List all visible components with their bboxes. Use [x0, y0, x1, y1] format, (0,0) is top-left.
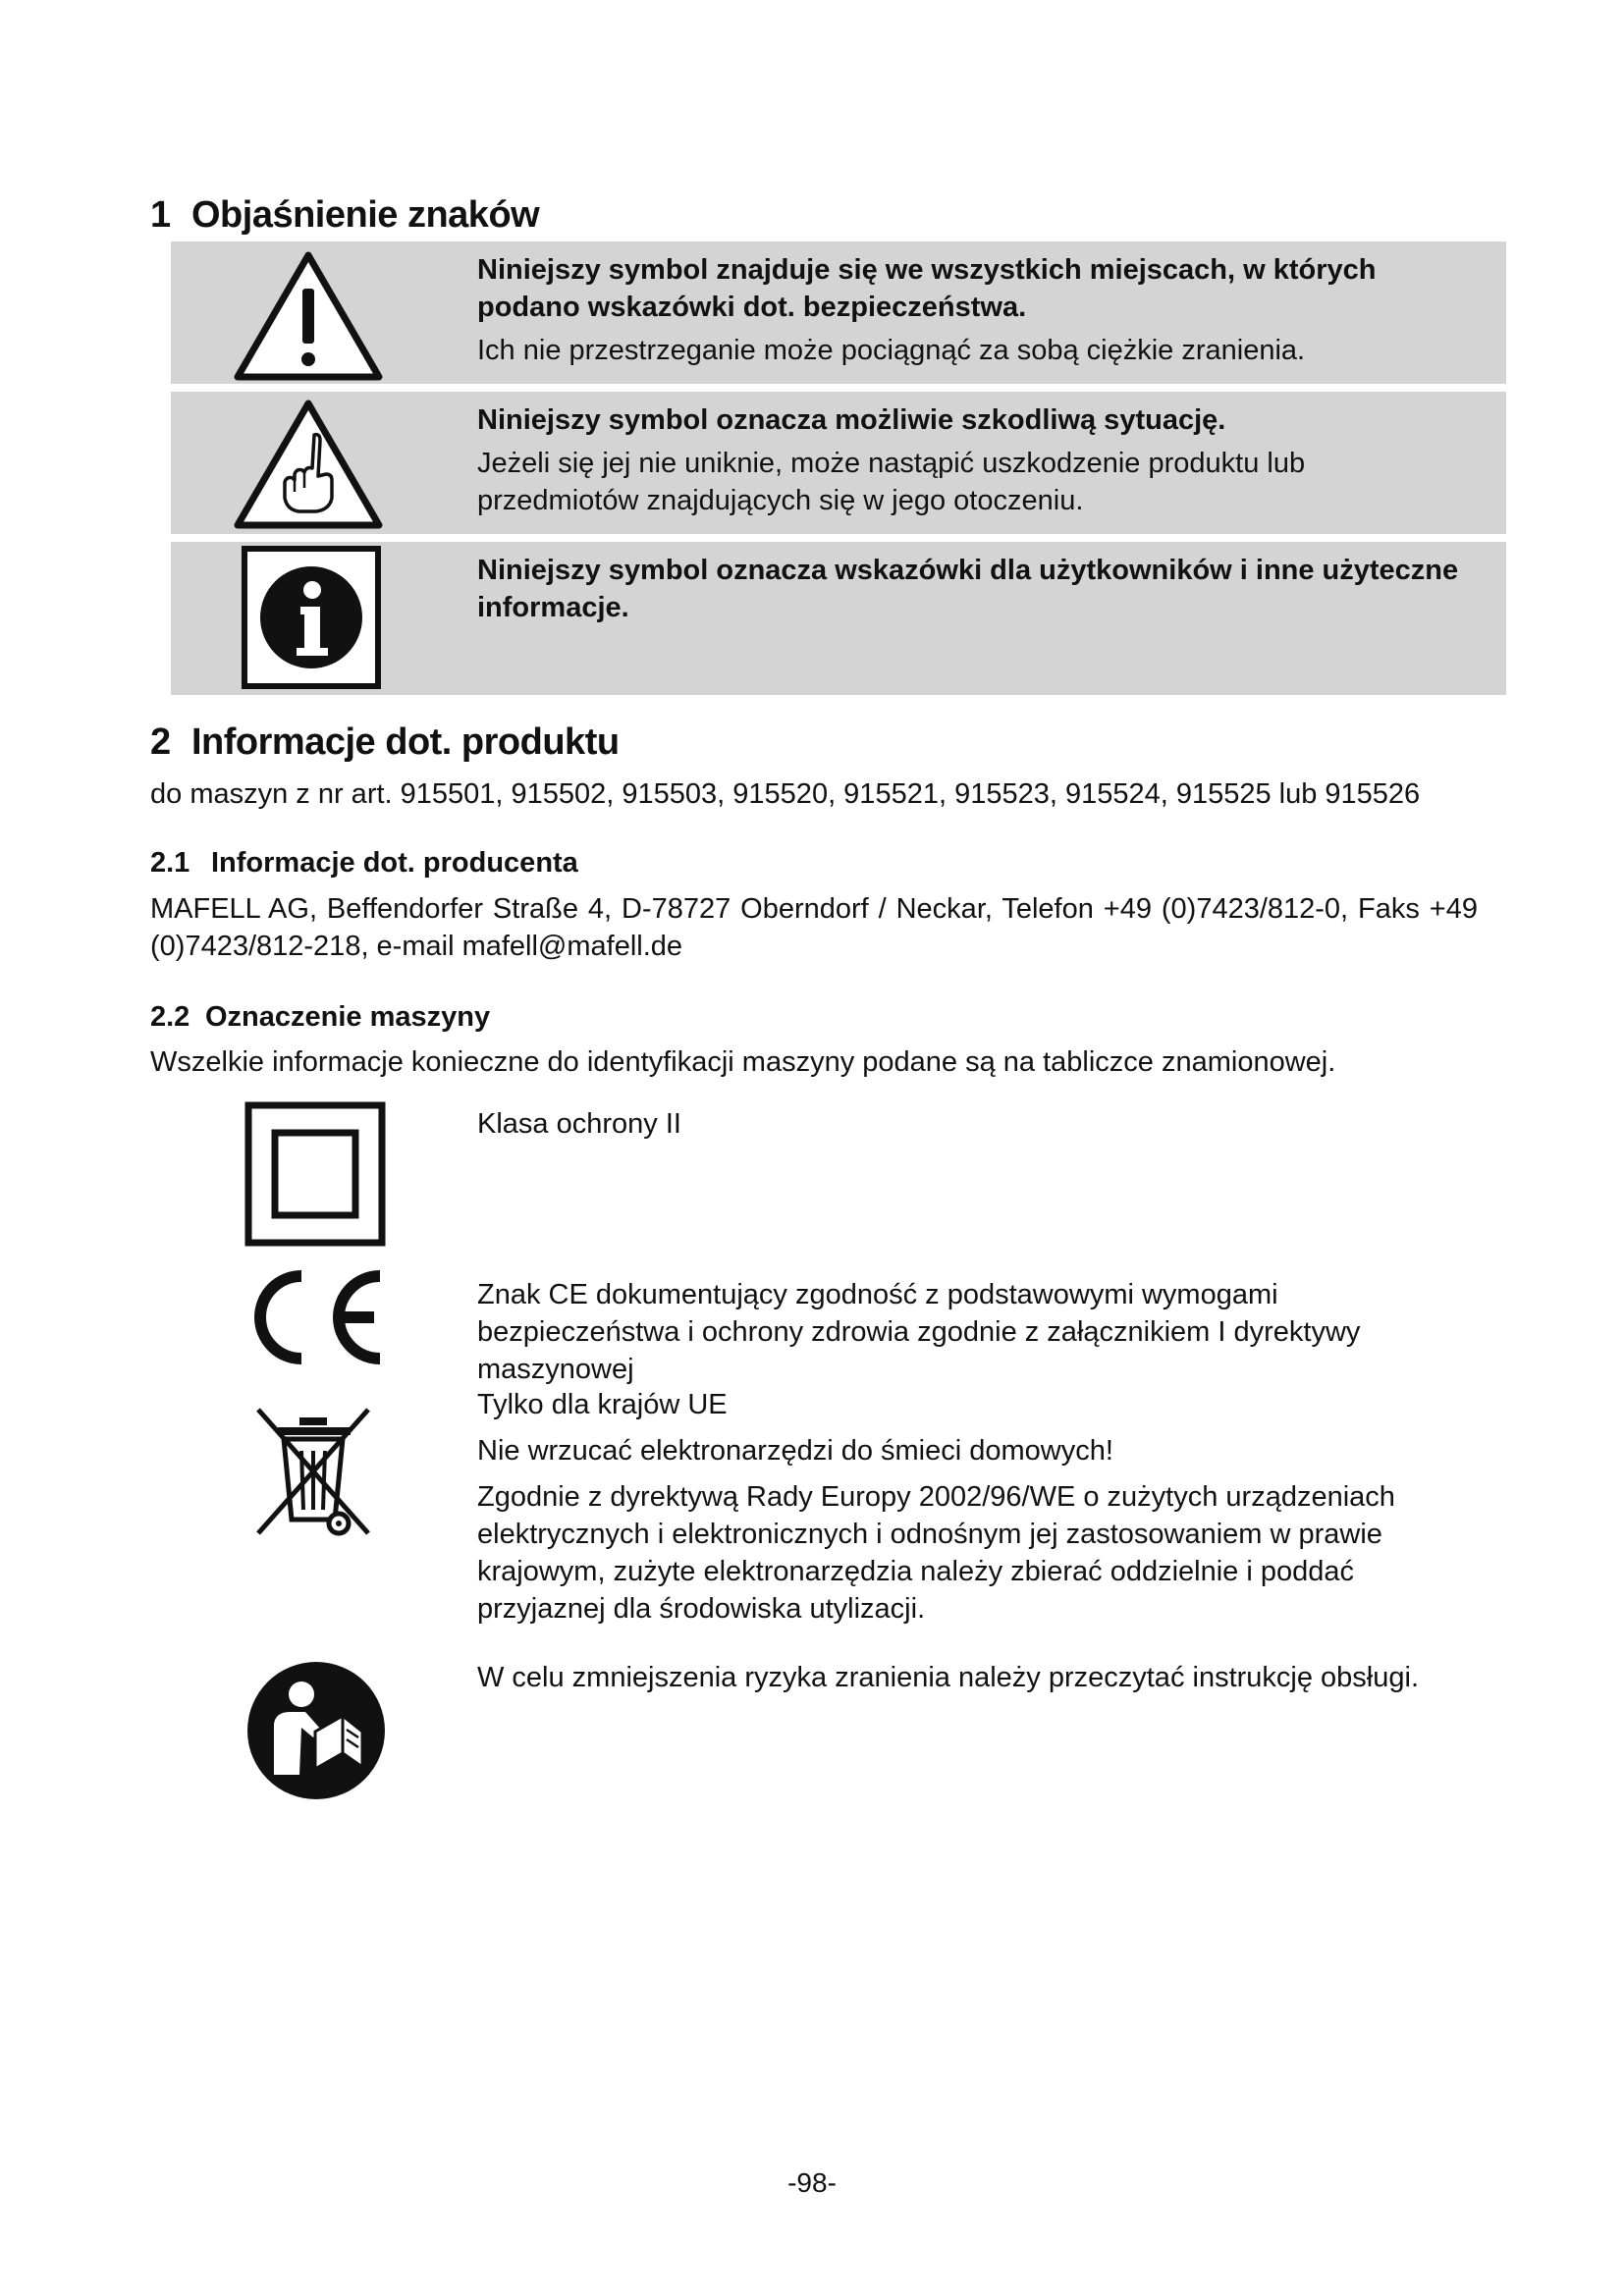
- symbol-bold-text: Niniejszy symbol oznacza wskazówki dla użytkowników i inne użyteczne informacje.: [477, 555, 1459, 623]
- section-number: 2: [150, 721, 171, 763]
- crossed-bin-icon: [244, 1396, 382, 1543]
- symbol-normal-text: Jeżeli się jej nie uniknie, może nastąpić uszkodzenie produktu lub przedmiotów znajdujących się w jego otoczeniu.: [477, 448, 1306, 516]
- mark-row-ce: [150, 1264, 1478, 1385]
- symbol-bold-text: Niniejszy symbol znajduje się we wszystkich miejscach, w których podano wskazówki dot. bezpieczeństwa.: [477, 254, 1377, 323]
- section-title: Informacje dot. produktu: [191, 721, 620, 763]
- subsection-number: 2.1: [150, 847, 190, 879]
- manufacturer-info: MAFELL AG, Beffendorfer Straße 4, D-78727 Oberndorf / Neckar, Telefon +49 (0)7423/812-0, Faks +49 (0)7423/812-218, e-mail mafell@mafell.de: [150, 893, 1478, 962]
- mark-line: Klasa ochrony II: [477, 1108, 681, 1140]
- subsection-number: 2.2: [150, 1001, 190, 1033]
- mark-text: [477, 1386, 1469, 1636]
- mark-text: [477, 1276, 1469, 1397]
- section-1-heading: [150, 194, 539, 237]
- mark-line: Tylko dla krajów UE: [477, 1389, 728, 1420]
- mark-line: Nie wrzucać elektronarzędzi do śmieci domowych!: [477, 1435, 1113, 1467]
- protection-class-ii-icon: [244, 1101, 386, 1247]
- mark-line: Zgodnie z dyrektywą Rady Europy 2002/96/WE o zużytych urządzeniach elektrycznych i elektronicznych i odnośnym jej zastosowaniem w prawie krajowym, zużyte elektronarzędzia należy zbierać oddzielnie i poddać przyjaznej dla środowiska utylizacji.: [477, 1481, 1395, 1625]
- ce-mark-icon: [244, 1268, 386, 1366]
- section-number: 1: [150, 194, 171, 236]
- mark-row-weee: [150, 1386, 1478, 1641]
- symbol-bold-text: Niniejszy symbol oznacza możliwie szkodliwą sytuację.: [477, 404, 1226, 436]
- subsection-title: Informacje dot. producenta: [211, 847, 578, 879]
- subsection-2-2-heading: [150, 1001, 490, 1034]
- page-number: -98-: [787, 2167, 837, 2198]
- mark-row-read-manual: [150, 1659, 1478, 1806]
- mark-text: [477, 1659, 1469, 1705]
- symbol-row-warning: [171, 241, 1506, 384]
- section-title: Objaśnienie znaków: [191, 194, 540, 236]
- subsection-2-1-heading: [150, 847, 578, 880]
- mark-line: W celu zmniejszenia ryzyka zranienia należy przeczytać instrukcję obsługi.: [477, 1662, 1419, 1693]
- section-2-heading: [150, 721, 620, 764]
- symbol-row-info: [171, 542, 1506, 695]
- mark-row-protection-class: [150, 1101, 1478, 1249]
- mark-line: Znak CE dokumentujący zgodność z podstawowymi wymogami bezpieczeństwa i ochrony zdrowia zgodnie z załącznikiem I dyrektywy maszynowej: [477, 1279, 1361, 1385]
- symbol-normal-text: Ich nie przestrzeganie może pociągnąć za sobą ciężkie zranienia.: [477, 335, 1306, 366]
- read-manual-icon: [244, 1659, 388, 1802]
- subsection-title: Oznaczenie maszyny: [205, 1001, 491, 1033]
- info-icon: [242, 546, 381, 689]
- caution-hand-triangle-icon: [230, 396, 387, 533]
- product-intro: do maszyn z nr art. 915501, 915502, 915503, 915520, 915521, 915523, 915524, 915525 lub 915526: [150, 778, 1421, 810]
- symbol-text: [477, 401, 1469, 519]
- warning-triangle-icon: [230, 247, 387, 385]
- symbol-text: [477, 251, 1469, 369]
- symbol-row-caution: [171, 392, 1506, 534]
- machine-marking-intro: Wszelkie informacje konieczne do identyfikacji maszyny podane są na tabliczce znamionowej.: [150, 1046, 1336, 1078]
- symbol-text: [477, 552, 1469, 626]
- mark-text: [477, 1105, 1469, 1151]
